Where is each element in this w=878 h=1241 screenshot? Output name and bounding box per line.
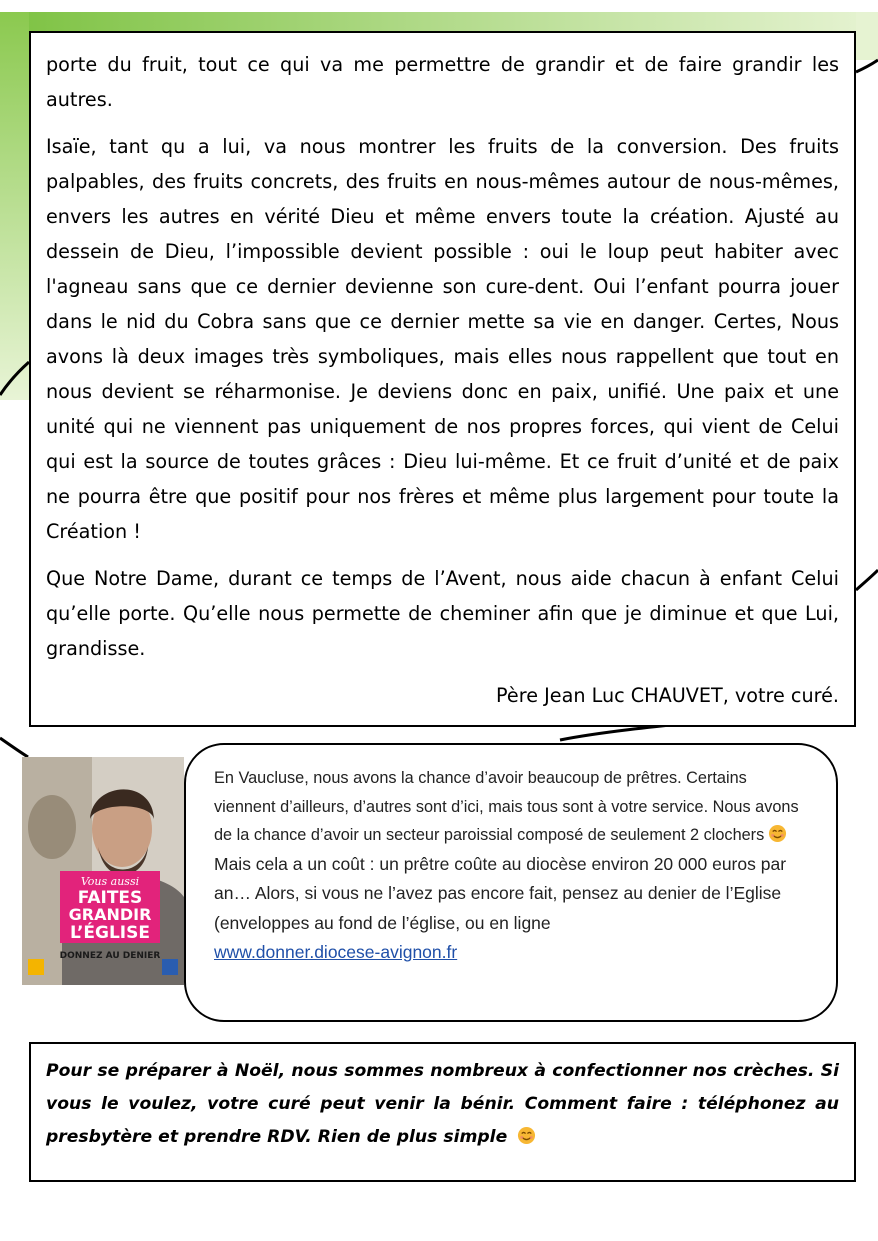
creche-note-box xyxy=(29,1042,856,1182)
denier-link[interactable]: www.donner.diocese-avignon.fr xyxy=(214,942,458,962)
poster-line-3: GRANDIR xyxy=(68,905,152,924)
creche-note-text: Pour se préparer à Noël, nous sommes nombreux à confectionner nos crèches. Si vous le voulez, votre curé peut venir la bénir. Comment faire : téléphonez au presbytère et prendre RDV. Rien de plus simple xyxy=(46,1061,839,1147)
denier-poster-image xyxy=(22,757,184,985)
poster-illustration xyxy=(22,757,184,985)
main-paragraph-1: porte du fruit, tout ce qui va me permettre de grandir et de faire grandir les autres. xyxy=(46,53,839,111)
church-logo-icon xyxy=(162,959,178,975)
main-text-box xyxy=(29,31,856,727)
poster-line-1: Vous aussi xyxy=(80,875,140,888)
main-paragraph-2: Isaïe, tant qu a lui, va nous montrer les fruits de la conversion. Des fruits palpables, des fruits concrets, des fruits en nous-mêmes autour de nous-mêmes, envers les autres en vérité Dieu et même envers toute la création. Ajusté au dessein de Dieu, l’impossible devient possible : oui le loup peut habiter avec l'agneau sans que ce dernier devienne son cure-dent. Oui l’enfant pourra jouer dans le nid du Cobra sans que ce dernier mette sa vie en danger. Certes, Nous avons là deux images très symboliques, mais elles nous rappellent que tout en nous devient se réharmonise. Je deviens donc en paix, unifié. Une paix et une unité qui ne viennent pas uniquement de nos propres forces, qui vient de Celui qui est la source de toutes grâces : Dieu lui-même. Et ce fruit d’unité et de paix ne pourra être que positif pour nos frères et même plus largement pour toute la Création ! xyxy=(46,135,839,543)
callout-text-2: Mais cela a un coût : un prêtre coûte au diocèse environ 20 000 euros par an… Alors, si vous ne l’avez pas encore fait, pensez au denier de l’Eglise (enveloppes au fond de l’église, ou en ligne xyxy=(214,853,787,933)
denier-callout xyxy=(184,743,838,1022)
main-paragraph-3: Que Notre Dame, durant ce temps de l’Avent, nous aide chacun à enfant Celui qu’elle porte. Qu’elle nous permette de cheminer afin que je diminue et que Lui, grandisse. xyxy=(46,567,839,660)
callout-text-1: En Vaucluse, nous avons la chance d’avoir beaucoup de prêtres. Certains viennent d’ailleurs, d’autres sont d’ici, mais tous sont à votre service. Nous avons de la chance d’avoir un secteur paroissial composé de seulement 2 clochers xyxy=(214,769,799,844)
smiling-face-icon xyxy=(768,824,787,843)
poster-cta: DONNEZ AU DENIER xyxy=(59,951,161,961)
signature: Père Jean Luc CHAUVET, votre curé. xyxy=(496,684,839,707)
poster-line-4: L’ÉGLISE xyxy=(70,923,150,943)
diocese-logo-icon xyxy=(28,959,44,975)
poster-line-2: FAITES xyxy=(77,888,143,908)
smiling-face-icon xyxy=(517,1126,536,1145)
